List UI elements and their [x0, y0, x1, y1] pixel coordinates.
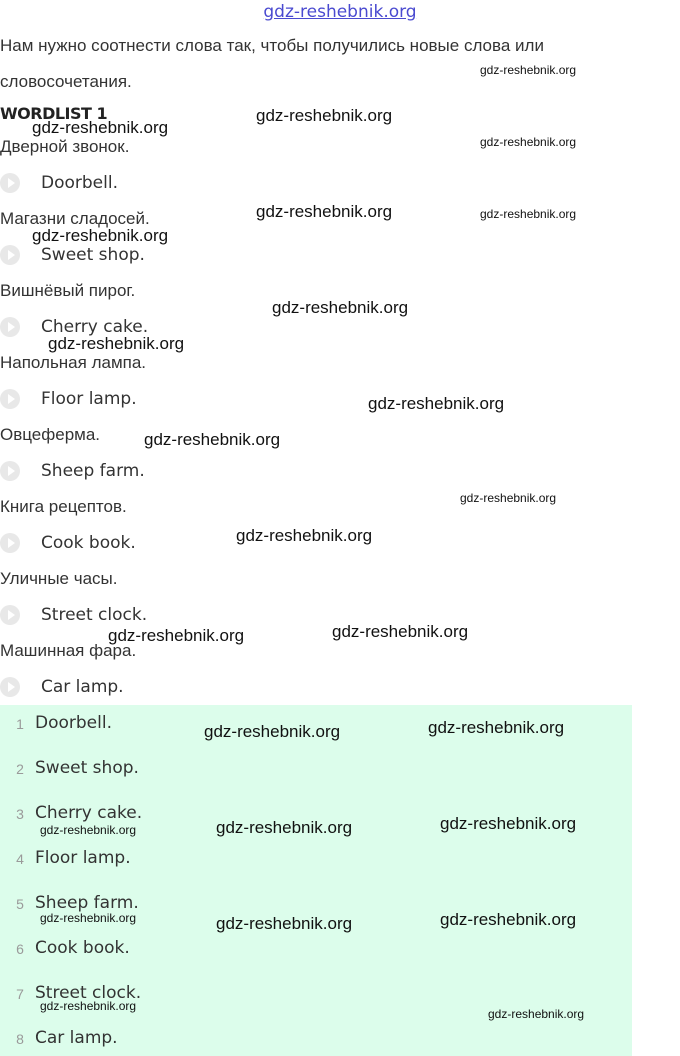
watermark: gdz-reshebnik.org — [256, 202, 393, 221]
entry-audio-row[interactable] — [0, 315, 149, 339]
entry-ru: Машинная фара. — [0, 641, 137, 660]
watermark: gdz-reshebnik.org — [480, 207, 577, 221]
answer-number: 7 — [16, 986, 24, 1002]
play-icon[interactable] — [0, 461, 20, 481]
watermark: gdz-reshebnik.org — [488, 1007, 585, 1021]
answer-number: 2 — [16, 761, 24, 777]
watermark: gdz-reshebnik.org — [440, 814, 577, 833]
entry-ru: Книга рецептов. — [0, 497, 127, 516]
answer-text: Cherry cake. — [35, 803, 143, 823]
watermark: gdz-reshebnik.org — [144, 430, 281, 449]
entry-en: Cherry cake. — [41, 317, 149, 337]
answer-number: 5 — [16, 896, 24, 912]
entry-audio-row[interactable] — [0, 387, 137, 411]
watermark: gdz-reshebnik.org — [480, 135, 577, 149]
watermark: gdz-reshebnik.org — [440, 910, 577, 929]
play-icon[interactable] — [0, 173, 20, 193]
entry-ru: Дверной звонок. — [0, 137, 130, 156]
entry-en: Cook book. — [41, 533, 136, 553]
watermark: gdz-reshebnik.org — [256, 106, 393, 125]
entry-en: Car lamp. — [41, 677, 124, 697]
entry-audio-row[interactable] — [0, 459, 145, 483]
play-icon[interactable] — [0, 533, 20, 553]
answer-text: Car lamp. — [35, 1028, 118, 1048]
watermark: gdz-reshebnik.org — [32, 226, 169, 245]
answer-text: Cook book. — [35, 938, 130, 958]
entry-ru: Овцеферма. — [0, 425, 101, 444]
answer-number: 4 — [16, 851, 24, 867]
intro-text: Нам нужно соотнести слова так, чтобы получились новые слова или словосочетания. — [0, 36, 544, 91]
answer-text: Sheep farm. — [35, 893, 139, 913]
entry-en: Street clock. — [41, 605, 148, 625]
entry-en: Sweet shop. — [41, 245, 145, 265]
watermark: gdz-reshebnik.org — [40, 911, 137, 925]
watermark: gdz-reshebnik.org — [216, 818, 353, 837]
play-icon[interactable] — [0, 389, 20, 409]
entry-audio-row[interactable] — [0, 603, 148, 627]
play-icon[interactable] — [0, 317, 20, 337]
entry-audio-row[interactable] — [0, 675, 124, 699]
answer-text: Doorbell. — [35, 713, 112, 733]
play-icon[interactable] — [0, 605, 20, 625]
entry-en: Floor lamp. — [41, 389, 137, 409]
entry-audio-row[interactable] — [0, 531, 136, 555]
watermark: gdz-reshebnik.org — [40, 823, 137, 837]
watermark: gdz-reshebnik.org — [48, 334, 185, 353]
play-icon[interactable] — [0, 245, 20, 265]
entry-ru: Вишнёвый пирог. — [0, 281, 136, 300]
watermark: gdz-reshebnik.org — [108, 626, 245, 645]
entry-en: Doorbell. — [41, 173, 118, 193]
watermark: gdz-reshebnik.org — [332, 622, 469, 641]
answer-text: Street clock. — [35, 983, 142, 1003]
watermark: gdz-reshebnik.org — [272, 298, 409, 317]
watermark: gdz-reshebnik.org — [40, 999, 137, 1013]
answer-number: 6 — [16, 941, 24, 957]
watermark: gdz-reshebnik.org — [32, 118, 169, 137]
answer-number: 3 — [16, 806, 24, 822]
watermark: gdz-reshebnik.org — [428, 718, 565, 737]
entry-ru: Магазни сладосей. — [0, 209, 150, 228]
entry-audio-row[interactable] — [0, 171, 118, 195]
watermark: gdz-reshebnik.org — [204, 722, 341, 741]
answer-text: Sweet shop. — [35, 758, 139, 778]
answer-number: 1 — [16, 716, 24, 732]
watermark: gdz-reshebnik.org — [216, 914, 353, 933]
entry-audio-row[interactable] — [0, 243, 145, 267]
site-header-link[interactable]: gdz-reshebnik.org — [263, 2, 417, 22]
answer-text: Floor lamp. — [35, 848, 131, 868]
watermark: gdz-reshebnik.org — [460, 491, 557, 505]
play-icon[interactable] — [0, 677, 20, 697]
entry-ru: Напольная лампа. — [0, 353, 147, 372]
answer-number: 8 — [16, 1031, 24, 1047]
watermark: gdz-reshebnik.org — [368, 394, 505, 413]
entry-en: Sheep farm. — [41, 461, 145, 481]
entry-ru: Уличные часы. — [0, 569, 118, 588]
watermark: gdz-reshebnik.org — [480, 63, 577, 77]
watermark: gdz-reshebnik.org — [236, 526, 373, 545]
wordlist-title: WORDLIST 1 — [0, 104, 108, 123]
